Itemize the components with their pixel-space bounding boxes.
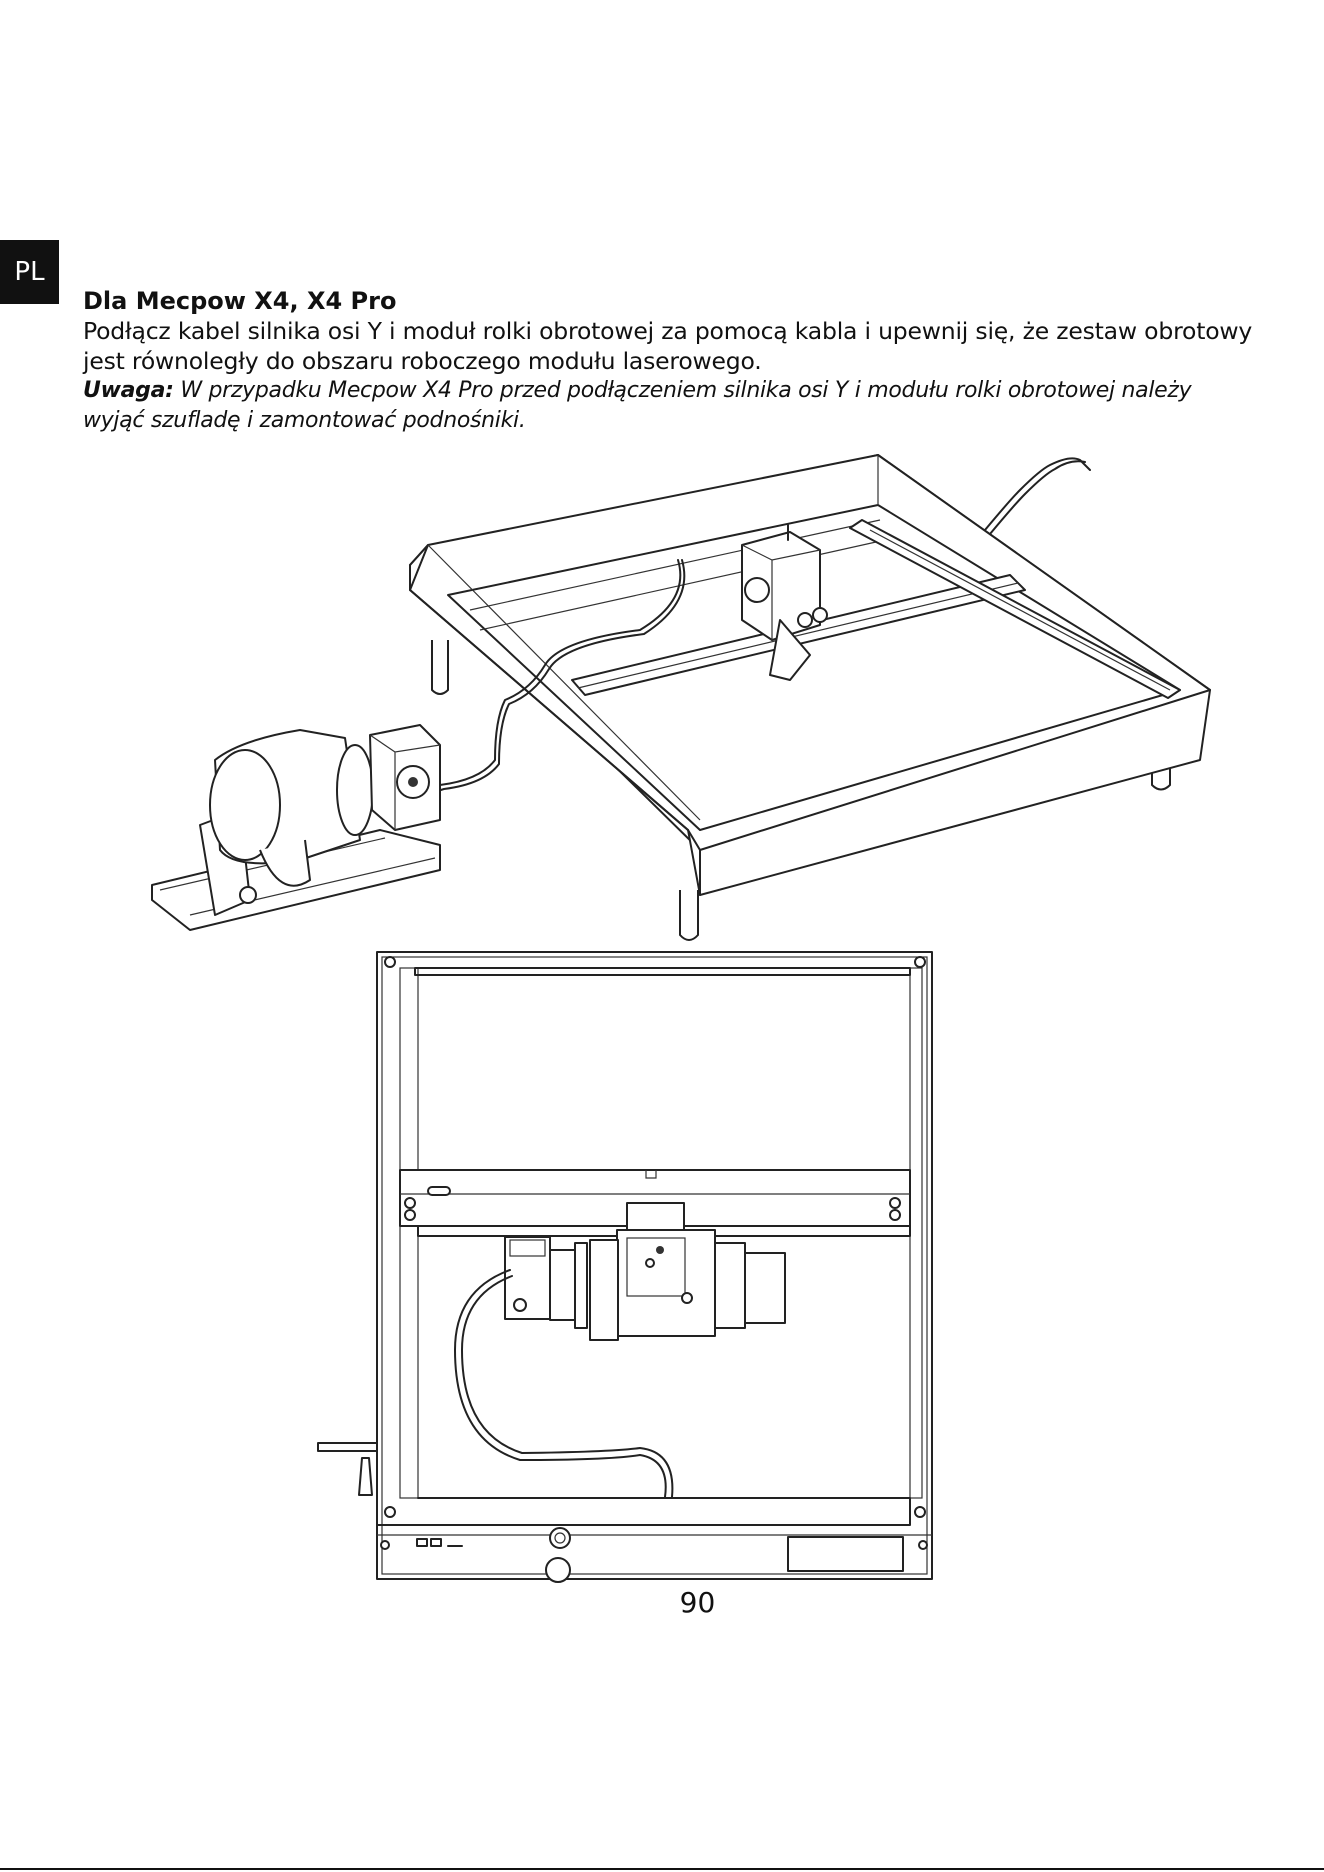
- instruction-line-1: Podłącz kabel silnika osi Y i moduł rolki obrotowej za pomocą kabla i upewnij się, że zestaw obrotowy: [83, 317, 1253, 345]
- page-number: 90: [679, 1586, 716, 1619]
- section-heading: Dla Mecpow X4, X4 Pro: [83, 287, 397, 315]
- note-label: Uwaga:: [83, 378, 174, 403]
- note-line-2: wyjąć szufladę i zamontować podnośniki.: [83, 408, 526, 433]
- bottom-divider: [0, 1868, 1324, 1870]
- instruction-line-2: jest równoległy do obszaru roboczego modułu laserowego.: [83, 347, 762, 375]
- side-handle: [318, 1443, 377, 1495]
- language-tab: PL: [0, 240, 59, 304]
- note-text-1: W przypadku Mecpow X4 Pro przed podłączeniem silnika osi Y i modułu rolki obrotowej należy: [173, 378, 1192, 403]
